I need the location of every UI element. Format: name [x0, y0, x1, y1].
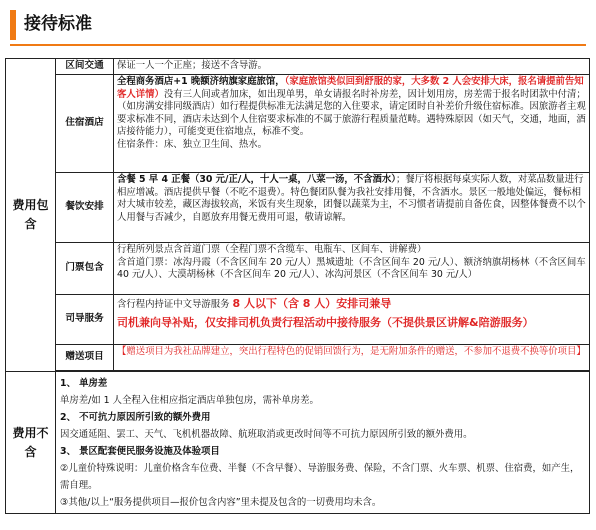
fee-excluded-label: 费用不含 [6, 372, 56, 514]
driver-label: 司导服务 [56, 295, 114, 345]
table-row [6, 345, 590, 371]
hotel-note-red: （家庭旅馆类似回到舒服的家，大多数 2 人会安排大床，报名请提前告知客人详情） [117, 76, 584, 100]
excluded-body-2: 因交通延阻、罢工、天气、飞机机器故障、航班取消或更改时间等不可抗力原因所引致的额外费用。 [60, 429, 473, 440]
title-accent-bar [10, 10, 16, 40]
page-title: 接待标准 [24, 14, 92, 34]
fee-included-label: 费用包含 [6, 59, 56, 372]
table-row [6, 243, 590, 295]
hotel-cell [114, 75, 590, 173]
table-row [6, 372, 590, 514]
excluded-heading-3: 3、 景区配套便民服务设施及体验项目 [60, 446, 220, 457]
excluded-body-4: ③其他/以上“服务提供项目—报价包含内容”里未提及包含的一切费用均未含。 [60, 497, 382, 508]
meal-cell [114, 173, 590, 243]
driver-guide-red: 8 人以下（含 8 人）安排司兼导 [232, 297, 392, 310]
traffic-text: 保证一人一个正座；接送不含导游。 [114, 59, 590, 75]
gift-cell [114, 345, 590, 371]
driver-guide-text: 含行程内持证中文导游服务 [117, 299, 233, 310]
table-row [6, 59, 590, 75]
fee-excluded-cell [56, 372, 590, 514]
excluded-body-3: ②儿童价特殊说明：儿童价格含车位费、半餐（不含早餐）、导游服务费、保险，不含门票、火车票、机票、住宿费，如产生，需自理。 [60, 463, 580, 491]
gift-text: 【赠送项目为我社品牌建立，突出行程特色的促销回馈行为，是无附加条件的赠送，不参加不退费不换等价项目】 [117, 346, 586, 357]
table-row [6, 173, 590, 243]
hotel-conditions: 住宿条件：床、独立卫生间、热水。 [117, 138, 268, 150]
excluded-heading-1: 1、 单房差 [60, 378, 108, 389]
meal-label: 餐饮安排 [56, 173, 114, 243]
tickets-general: 行程所列景点含首道门票（全程门票不含缆车、电瓶车、区间车、讲解费） [117, 244, 427, 255]
meal-details: ；餐厅将根据每桌实际人数，对菜品数量进行相应增减。酒店提供早餐（不吃不退费）。特色餐团队餐为我社安排用餐，不含酒水。景区一般地处偏远，餐标相对大城市较差，藏区海拔较高，米饭有夹生现象，团餐以蔬菜为主，不习惯者请提前自备佐食，因整体餐费不以个人用餐与否减少，自愿放弃用餐无费用可退，敬请谅解。 [117, 174, 586, 223]
driver-subsidy-red: 司机兼向导补贴，仅安排司机负责行程活动中接待服务（不提供景区讲解&陪游服务） [117, 315, 534, 329]
excluded-heading-2: 2、 不可抗力原因所引致的额外费用 [60, 412, 211, 423]
tickets-cell [114, 243, 590, 295]
reception-standard-table [5, 58, 590, 514]
table-row [6, 295, 590, 345]
hotel-policy: 没有三人间或者加床，如出现单男，单女请报名时补房差，因计划用房，房差需于报名时团款中付清；（如房满安排同级酒店）如行程提供标准无法满足您的入住要求，请定团时自补差价升级住宿标准。因旅游者主观要求标准不同，酒店未达到个人住宿要求标准的不属于旅游行程质量范畴。遇特殊原因（如天气，交通，地面，酒店接待能力），可能变更住宿地点，标准不变。 [117, 88, 586, 138]
title-divider [10, 44, 586, 46]
tickets-label: 门票包含 [56, 243, 114, 295]
hotel-type: 全程商务酒店+1 晚额济纳旗家庭旅馆， [117, 76, 285, 87]
traffic-label: 区间交通 [56, 59, 114, 75]
excluded-body-1: 单房差/如 1 人全程入住相应指定酒店单独包房，需补单房差。 [60, 395, 319, 406]
hotel-label: 住宿酒店 [56, 75, 114, 173]
gift-label: 赠送项目 [56, 345, 114, 371]
meal-standard: 含餐 5 早 4 正餐（30 元/正/人，十人一桌，八菜一汤，不含酒水） [117, 174, 396, 185]
tickets-list: 含首道门票：冰沟丹霞（不含区间车 20 元/人）黑城遗址（不含区间车 20 元/人）、额济纳旗胡杨林（不含区间车 40 元/人）、大漠胡杨林（不含区间车 20 元/人）、冰沟河景区（不含区间车 30 元/人） [117, 256, 586, 281]
driver-cell [114, 295, 590, 345]
table-row [6, 75, 590, 173]
